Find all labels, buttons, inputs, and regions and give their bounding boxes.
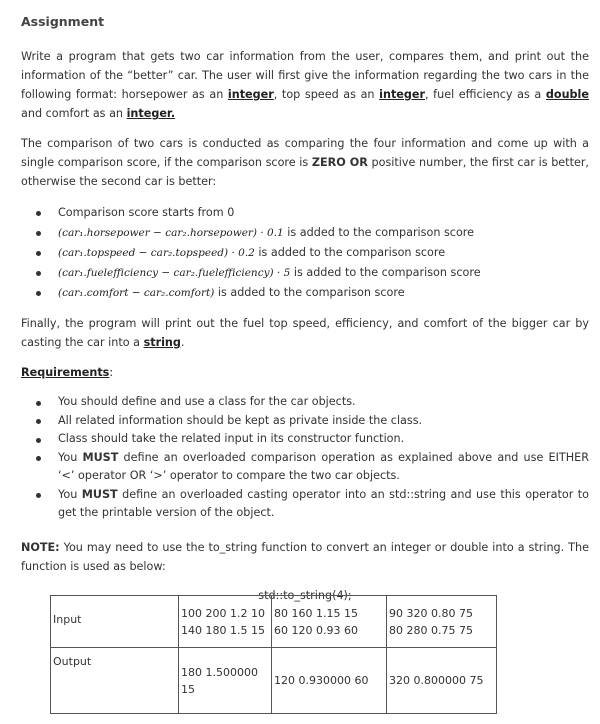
intro-text: and comfort as an: [21, 107, 127, 120]
score-rule-text: is added to the comparison score: [287, 226, 475, 239]
table-row: [51, 648, 497, 714]
table-cell: [387, 648, 497, 714]
table-cell: [387, 596, 497, 648]
note-text: You may need to use the to_string function to convert an integer or double into a string. The function is used as below:: [21, 540, 589, 573]
table-cell: [272, 648, 387, 714]
requirement-text: All related information should be kept as private inside the class.: [58, 413, 423, 427]
requirement-text: You should define and use a class for the car objects.: [58, 395, 356, 408]
table-cell: [179, 648, 272, 714]
intro-paragraph: [21, 47, 589, 123]
zero-or-emphasis: ZERO OR: [311, 156, 368, 169]
final-paragraph: [21, 314, 589, 352]
comparison-paragraph: [21, 134, 589, 191]
list-item: [21, 243, 589, 263]
score-rule-text: is added to the comparison score: [258, 246, 446, 259]
score-rule-text: Comparison score starts from 0: [58, 206, 235, 219]
cell-line: 15: [181, 682, 195, 696]
score-formula: (car₁.topspeed − car₂.topspeed) · 0.2: [58, 247, 255, 259]
must-emphasis: MUST: [82, 450, 119, 464]
cell-line: 120 0.930000 60: [274, 674, 369, 687]
comparison-text: positive number, the first car is better, otherwise the second car is better:: [21, 156, 589, 188]
score-list: [21, 203, 589, 303]
final-text: Finally, the program will print out the fuel top speed, efficiency, and comfort of the bigger car by casting the car into a: [21, 317, 589, 349]
note-label: NOTE:: [21, 540, 60, 554]
score-formula: (car₁.fuelefficiency − car₂.fuelefficiency) · 5: [58, 267, 291, 279]
requirement-text: define an overloaded comparison operation as explained above and use EITHER ‘<’ operator OR ‘>’ operator to compare the two car objects.: [58, 450, 589, 482]
requirement-text: You: [58, 487, 82, 501]
table-row: [51, 596, 497, 648]
final-text: .: [180, 336, 185, 349]
table-cell: [179, 596, 272, 648]
score-formula: (car₁.comfort − car₂.comfort): [58, 287, 215, 299]
score-formula: (car₁.horsepower − car₂.horsepower) · 0.1: [58, 227, 284, 239]
cell-line: 60 120 0.93 60: [274, 623, 358, 637]
assignment-document: [21, 10, 589, 605]
intro-text: , fuel efficiency as a: [425, 88, 546, 101]
score-rule-text: is added to the comparison score: [217, 286, 405, 299]
requirement-text: You: [58, 450, 83, 464]
page-title: Assignment: [21, 14, 105, 29]
intro-text: Write a program that gets two car information from the user, compares them, and print out the information of the “better” car. The user will first give the information regarding the two cars in the following format: horsepower as an: [21, 50, 589, 101]
requirements-list: [21, 393, 589, 523]
requirement-text: Class should take the related input in its constructor function.: [58, 432, 405, 445]
intro-text: , top speed as an: [273, 88, 380, 101]
output-label: Output: [51, 648, 179, 714]
keyword-integer: integer: [227, 88, 274, 101]
list-item: [21, 430, 589, 449]
cell-line: 80 160 1.15 15: [274, 606, 358, 620]
cell-line: 140 180 1.5 15: [181, 623, 265, 637]
requirement-text: define an overloaded casting operator into an std::string and use this operator to get the printable version of the object.: [58, 487, 589, 519]
list-item: [21, 486, 589, 523]
requirements-label: Requirements: [21, 366, 110, 379]
comparison-text: The comparison of two cars is conducted as comparing the four information and come up with a single comparison score, if the comparison score is: [21, 137, 589, 169]
cell-line: 180 1.500000: [181, 665, 258, 679]
table-cell: [272, 596, 387, 648]
list-item: [21, 449, 589, 486]
code-example: std::to_string(4);: [258, 588, 352, 602]
cell-line: 80 280 0.75 75: [389, 623, 473, 637]
score-rule-text: is added to the comparison score: [293, 266, 481, 279]
list-item: [21, 412, 589, 431]
input-label: Input: [51, 596, 179, 648]
cell-line: 90 320 0.80 75: [389, 606, 473, 620]
cell-line: 320 0.800000 75: [389, 674, 484, 687]
cell-line: 100 200 1.2 10: [181, 606, 265, 620]
must-emphasis: MUST: [81, 487, 118, 501]
list-item: [21, 393, 589, 412]
io-table: [50, 595, 497, 714]
keyword-string: string: [143, 336, 181, 349]
list-item: [21, 223, 589, 243]
list-item: [21, 283, 589, 303]
list-item: [21, 203, 589, 223]
note-paragraph: [21, 538, 589, 576]
requirements-heading: [21, 363, 589, 382]
list-item: [21, 263, 589, 283]
keyword-double: double: [545, 88, 589, 101]
keyword-integer: integer: [379, 88, 425, 101]
keyword-integer: integer.: [126, 107, 176, 120]
requirements-colon: :: [109, 366, 114, 379]
